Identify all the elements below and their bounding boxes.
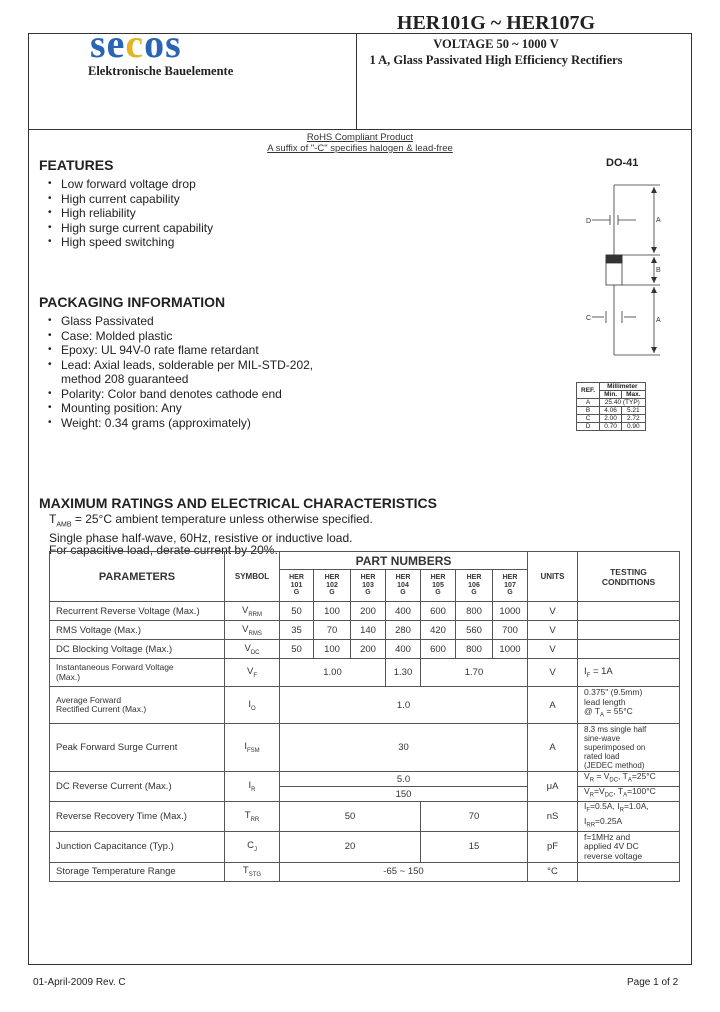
header-symbol: SYMBOL bbox=[225, 552, 280, 602]
part-line: G bbox=[435, 589, 441, 597]
value-cell: 70 bbox=[314, 621, 351, 640]
part-line: 104 bbox=[397, 581, 409, 589]
list-item-continuation: method 208 guaranteed bbox=[61, 372, 189, 386]
rohs-line-2 bbox=[0, 143, 720, 154]
header-testing-2: CONDITIONS bbox=[601, 576, 656, 587]
part-header bbox=[280, 570, 314, 602]
value-cell: 1000 bbox=[493, 602, 528, 621]
symbol-cell bbox=[225, 862, 280, 881]
table-row bbox=[50, 724, 680, 772]
param-line: (Max.) bbox=[56, 671, 81, 682]
condition-cell bbox=[578, 724, 680, 772]
header-part-numbers: PART NUMBERS bbox=[280, 552, 528, 570]
cond-text: I bbox=[584, 801, 587, 812]
note-1-rest: = 25°C ambient temperature unless otherwise specified. bbox=[71, 512, 373, 526]
value-cell: 1.0 bbox=[280, 687, 528, 724]
packaging-heading: PACKAGING INFORMATION bbox=[39, 294, 226, 310]
symbol-cell bbox=[225, 772, 280, 802]
symbol-cell bbox=[225, 602, 280, 621]
cond-sub: RR bbox=[586, 822, 596, 829]
unit-cell: A bbox=[528, 724, 578, 772]
symbol-sub: STG bbox=[248, 872, 262, 879]
value-cell: 100 bbox=[314, 602, 351, 621]
value-cell: 600 bbox=[421, 602, 456, 621]
list-item: • Mounting position: Any bbox=[39, 401, 313, 416]
logo-text-3: os bbox=[144, 21, 182, 66]
list-item: • High reliability bbox=[39, 206, 213, 221]
list-item: • Weight: 0.34 grams (approximately) bbox=[39, 416, 313, 431]
product-description: 1 A, Glass Passivated High Efficiency Rectifiers bbox=[369, 53, 623, 67]
part-header bbox=[456, 570, 493, 602]
cond-sub: DC bbox=[604, 792, 614, 799]
part-line: 106 bbox=[468, 581, 480, 589]
note-line-1 bbox=[49, 513, 373, 532]
cond-text: I bbox=[584, 666, 587, 678]
value-cell: 400 bbox=[386, 640, 421, 659]
rohs-line-1 bbox=[0, 132, 720, 143]
condition-cell bbox=[578, 640, 680, 659]
table-row bbox=[50, 621, 680, 640]
note-line-2: Single phase half-wave, 60Hz, resistive or inductive load. bbox=[49, 530, 353, 545]
symbol-sub: DC bbox=[250, 649, 260, 656]
title-block bbox=[328, 12, 664, 68]
part-line: 103 bbox=[362, 581, 374, 589]
brand-logo bbox=[90, 21, 182, 66]
cond-line bbox=[584, 817, 677, 831]
symbol-sub: RRM bbox=[248, 611, 262, 618]
list-item: • Lead: Axial leads, solderable per MIL-STD-202, bbox=[39, 358, 313, 373]
symbol-text: V bbox=[241, 604, 249, 616]
cond-sub: F bbox=[586, 808, 591, 815]
symbol-cell bbox=[225, 640, 280, 659]
cond-text: =1.0A, bbox=[623, 801, 649, 812]
condition-cell bbox=[578, 602, 680, 621]
list-item: • Glass Passivated bbox=[39, 314, 313, 329]
condition-cell bbox=[578, 659, 680, 687]
logo-subtitle: Elektronische Bauelemente bbox=[88, 64, 234, 78]
cond-sub: R bbox=[589, 777, 595, 784]
cond-line: (JEDEC method) bbox=[584, 761, 645, 770]
dim-label-c: C bbox=[586, 315, 592, 322]
dim-unit-header: Millimeter bbox=[600, 383, 645, 391]
rohs-text-2: A suffix of "-C" specifies halogen & lead-free bbox=[267, 143, 453, 154]
table-row bbox=[50, 687, 680, 724]
cond-line: applied 4V DC bbox=[584, 841, 639, 851]
cond-text: , T bbox=[618, 771, 628, 781]
condition-cell bbox=[578, 687, 680, 724]
list-item: • High speed switching bbox=[39, 235, 213, 250]
part-line: G bbox=[293, 589, 300, 597]
dim-cell: 0.70 bbox=[600, 423, 622, 431]
part-line: HER bbox=[324, 574, 340, 582]
part-line: HER bbox=[395, 574, 411, 582]
symbol-sub: RMS bbox=[248, 630, 262, 637]
part-line: HER bbox=[360, 574, 376, 582]
header-units: UNITS bbox=[528, 552, 578, 602]
features-list bbox=[39, 177, 213, 250]
part-line: 107 bbox=[504, 581, 516, 589]
unit-cell: μA bbox=[528, 772, 578, 802]
list-item: • Case: Molded plastic bbox=[39, 329, 313, 344]
unit-cell: V bbox=[528, 621, 578, 640]
condition-cell bbox=[578, 772, 680, 787]
dim-label-d: D bbox=[586, 218, 592, 225]
unit-cell: V bbox=[528, 602, 578, 621]
part-line: G bbox=[507, 589, 513, 597]
param-cell bbox=[50, 687, 225, 724]
unit-cell: A bbox=[528, 687, 578, 724]
dim-cell: C bbox=[577, 415, 600, 423]
dim-cell: B bbox=[577, 407, 600, 415]
part-header bbox=[351, 570, 386, 602]
cond-text: = 1A bbox=[590, 666, 613, 678]
param-cell: Reverse Recovery Time (Max.) bbox=[50, 802, 225, 831]
cond-text: @ T bbox=[584, 706, 601, 717]
part-line: HER bbox=[289, 574, 304, 582]
value-cell: 20 bbox=[280, 831, 421, 862]
symbol-text: C bbox=[247, 840, 254, 852]
part-header bbox=[314, 570, 351, 602]
value-cell: 1.30 bbox=[386, 659, 421, 687]
value-cell: 800 bbox=[456, 640, 493, 659]
cond-line: sine-wave bbox=[584, 734, 621, 743]
table-row bbox=[50, 802, 680, 831]
part-line: HER bbox=[502, 574, 518, 582]
value-cell: 5.0 bbox=[280, 772, 528, 787]
dim-cell: D bbox=[577, 423, 600, 431]
list-item: • Low forward voltage drop bbox=[39, 177, 213, 192]
value-cell: 50 bbox=[280, 802, 421, 831]
value-cell: -65 ~ 150 bbox=[280, 862, 528, 881]
condition-cell bbox=[578, 787, 680, 802]
symbol-cell bbox=[225, 687, 280, 724]
package-outline-diagram bbox=[570, 175, 670, 360]
table-row bbox=[50, 602, 680, 621]
symbol-sub: R bbox=[251, 787, 256, 794]
cond-line: lead length bbox=[584, 696, 626, 707]
note-1-sub: AMB bbox=[56, 521, 72, 529]
cond-text: , T bbox=[613, 786, 624, 797]
header-parameters: PARAMETERS bbox=[50, 552, 225, 602]
unit-cell: V bbox=[528, 640, 578, 659]
param-line: Rectified Current (Max.) bbox=[56, 704, 147, 714]
part-line: G bbox=[471, 589, 477, 597]
part-line: 101 bbox=[290, 581, 303, 589]
value-cell: 150 bbox=[280, 787, 528, 802]
cond-sub: DC bbox=[609, 777, 619, 784]
rohs-text-1: RoHS Compliant Product bbox=[306, 132, 414, 143]
list-item: • High current capability bbox=[39, 192, 213, 207]
value-cell: 420 bbox=[421, 621, 456, 640]
cond-sub: R bbox=[589, 792, 595, 799]
param-cell: Peak Forward Surge Current bbox=[50, 724, 225, 772]
dim-cell: 25.40 (TYP) bbox=[600, 399, 645, 407]
symbol-cell bbox=[225, 724, 280, 772]
cond-text: I bbox=[584, 815, 587, 826]
table-row bbox=[50, 659, 680, 687]
param-line: Average Forward bbox=[56, 694, 122, 705]
symbol-sub: F bbox=[253, 672, 257, 679]
cond-sub: F bbox=[586, 672, 591, 679]
table-row bbox=[50, 640, 680, 659]
header-testing-1: TESTING bbox=[610, 566, 647, 577]
value-cell: 50 bbox=[280, 640, 314, 659]
condition-cell bbox=[578, 831, 680, 862]
dim-cell: 2.72 bbox=[622, 415, 645, 423]
dim-cell: 2.00 bbox=[600, 415, 622, 423]
value-cell: 1000 bbox=[493, 640, 528, 659]
unit-cell: V bbox=[528, 659, 578, 687]
cond-line: superimposed on bbox=[584, 743, 646, 752]
cond-line: reverse voltage bbox=[584, 850, 643, 861]
note-line-3: For capacitive load, derate current by 20%. bbox=[49, 543, 278, 558]
packaging-list bbox=[39, 314, 313, 430]
cond-text: = 55°C bbox=[604, 706, 633, 717]
voltage-range: VOLTAGE 50 ~ 1000 V bbox=[433, 37, 559, 51]
cond-line bbox=[584, 802, 677, 816]
cond-line bbox=[584, 707, 677, 721]
symbol-cell bbox=[225, 831, 280, 862]
dim-cell: 0.90 bbox=[622, 423, 645, 431]
dim-cell: 5.21 bbox=[622, 407, 645, 415]
page-number: Page 1 of 2 bbox=[627, 977, 679, 988]
value-cell: 200 bbox=[351, 640, 386, 659]
list-item: • Polarity: Color band denotes cathode end bbox=[39, 387, 313, 402]
value-cell: 600 bbox=[421, 640, 456, 659]
cond-text: =0.25A bbox=[595, 815, 623, 826]
symbol-text: V bbox=[244, 642, 251, 654]
unit-cell: °C bbox=[528, 862, 578, 881]
part-header bbox=[386, 570, 421, 602]
param-cell: Storage Temperature Range bbox=[50, 862, 225, 881]
value-cell: 35 bbox=[280, 621, 314, 640]
features-heading: FEATURES bbox=[39, 157, 114, 173]
symbol-cell bbox=[225, 659, 280, 687]
symbol-text: I bbox=[248, 780, 252, 792]
param-cell: Recurrent Reverse Voltage (Max.) bbox=[50, 602, 225, 621]
symbol-sub: FSM bbox=[246, 747, 260, 754]
cond-line: rated load bbox=[584, 752, 620, 761]
cond-text: V bbox=[584, 786, 590, 797]
value-cell: 15 bbox=[421, 831, 528, 862]
symbol-sub: O bbox=[250, 705, 256, 712]
list-item: • Epoxy: UL 94V-0 rate flame retardant bbox=[39, 343, 313, 358]
unit-cell: nS bbox=[528, 802, 578, 831]
part-line: 102 bbox=[326, 581, 338, 589]
table-row bbox=[577, 415, 646, 423]
cond-text: =0.5A, I bbox=[590, 801, 620, 812]
cond-text: V bbox=[584, 771, 590, 781]
header-testing bbox=[578, 552, 680, 602]
symbol-text: V bbox=[242, 623, 249, 635]
dim-cell: A bbox=[577, 399, 600, 407]
cond-sub: A bbox=[627, 777, 632, 784]
table-row bbox=[577, 423, 646, 431]
cond-sub: A bbox=[600, 713, 605, 720]
ratings-table bbox=[49, 551, 680, 882]
symbol-text: T bbox=[242, 865, 249, 877]
symbol-sub: RR bbox=[250, 817, 260, 823]
ratings-heading: MAXIMUM RATINGS AND ELECTRICAL CHARACTERISTICS bbox=[39, 495, 437, 511]
value-cell: 140 bbox=[351, 621, 386, 640]
value-cell: 280 bbox=[386, 621, 421, 640]
value-cell: 100 bbox=[314, 640, 351, 659]
part-line: G bbox=[365, 589, 371, 597]
symbol-text: V bbox=[246, 666, 254, 678]
value-cell: 70 bbox=[421, 802, 528, 831]
table-row bbox=[577, 407, 646, 415]
value-cell: 1.70 bbox=[421, 659, 528, 687]
part-header bbox=[493, 570, 528, 602]
value-cell: 560 bbox=[456, 621, 493, 640]
revision-date: 01-April-2009 Rev. C bbox=[33, 977, 126, 988]
value-cell: 50 bbox=[280, 602, 314, 621]
list-item: • High surge current capability bbox=[39, 221, 213, 236]
dim-min-header: Min. bbox=[600, 391, 622, 399]
param-cell: DC Reverse Current (Max.) bbox=[50, 772, 225, 802]
unit-cell: pF bbox=[528, 831, 578, 862]
note-1-t: T bbox=[49, 512, 57, 526]
cond-text: =V bbox=[594, 786, 605, 797]
dim-label-b: B bbox=[656, 267, 661, 274]
cond-sub: A bbox=[623, 792, 628, 799]
table-row bbox=[50, 862, 680, 881]
cond-line: 8.3 ms single half bbox=[584, 725, 647, 734]
condition-cell bbox=[578, 802, 680, 831]
value-cell: 30 bbox=[280, 724, 528, 772]
param-cell: Junction Capacitance (Typ.) bbox=[50, 831, 225, 862]
dim-cell: 4.06 bbox=[600, 407, 622, 415]
value-cell: 700 bbox=[493, 621, 528, 640]
dim-max-header: Max. bbox=[622, 391, 645, 399]
value-cell: 800 bbox=[456, 602, 493, 621]
param-line: Instantaneous Forward Voltage bbox=[56, 662, 174, 672]
symbol-text: T bbox=[244, 810, 251, 822]
cond-line: 0.375" (9.5mm) bbox=[584, 687, 643, 698]
table-row bbox=[577, 399, 646, 407]
symbol-cell bbox=[225, 621, 280, 640]
product-title: HER101G ~ HER107G bbox=[396, 12, 596, 34]
param-cell bbox=[50, 659, 225, 687]
cond-line: f=1MHz and bbox=[584, 831, 631, 842]
part-line: HER bbox=[466, 574, 482, 582]
logo-text-1: se bbox=[90, 21, 126, 66]
cond-text: = V bbox=[594, 771, 610, 781]
value-cell: 400 bbox=[386, 602, 421, 621]
value-cell: 200 bbox=[351, 602, 386, 621]
part-header bbox=[421, 570, 456, 602]
symbol-sub: J bbox=[253, 847, 257, 854]
dim-label-a-lower: A bbox=[656, 317, 661, 324]
dim-ref-header: REF. bbox=[577, 383, 600, 399]
condition-cell bbox=[578, 862, 680, 881]
part-line: G bbox=[400, 589, 406, 597]
part-line: 105 bbox=[432, 581, 444, 589]
part-line: G bbox=[329, 589, 335, 597]
logo-text-2: c bbox=[125, 21, 145, 66]
cond-sub: R bbox=[619, 808, 624, 815]
cond-text: =100°C bbox=[627, 786, 656, 797]
package-name: DO-41 bbox=[606, 157, 639, 169]
table-row bbox=[50, 831, 680, 862]
condition-cell bbox=[578, 621, 680, 640]
cond-text: =25°C bbox=[631, 771, 656, 781]
symbol-text: I bbox=[248, 698, 251, 710]
table-row bbox=[50, 772, 680, 787]
dim-label-a: A bbox=[656, 217, 661, 224]
dimension-table bbox=[576, 382, 646, 431]
value-cell: 1.00 bbox=[280, 659, 386, 687]
symbol-cell bbox=[225, 802, 280, 831]
list-item bbox=[39, 372, 313, 387]
param-cell: DC Blocking Voltage (Max.) bbox=[50, 640, 225, 659]
param-cell: RMS Voltage (Max.) bbox=[50, 621, 225, 640]
part-line: HER bbox=[430, 574, 446, 582]
symbol-text: I bbox=[244, 741, 247, 753]
